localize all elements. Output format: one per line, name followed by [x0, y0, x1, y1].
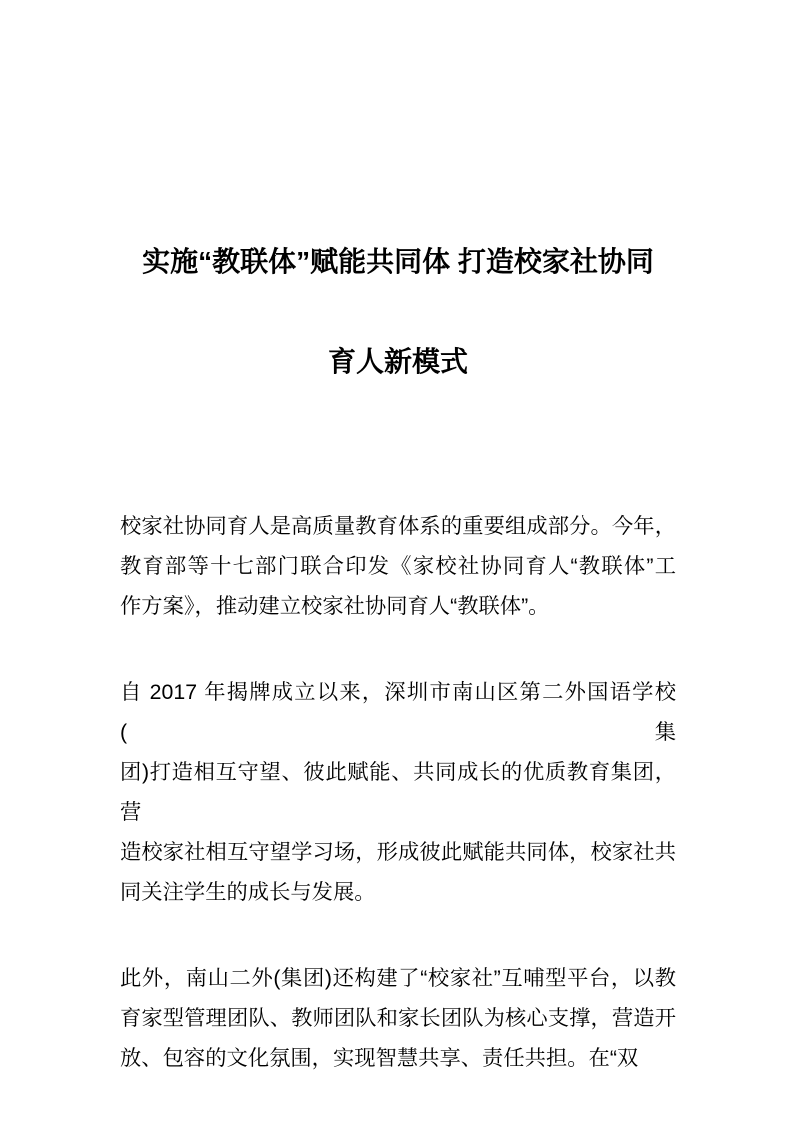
text-line: 同关注学生的成长与发展。	[120, 880, 376, 904]
text-line: 作方案》，推动建立校家社协同育人“教联体”。	[120, 594, 550, 618]
paragraph	[120, 506, 676, 626]
title-line-1: 实施“教联体”赋能共同体 打造校家社协同	[142, 246, 654, 277]
text-line: 教育部等十七部门联合印发《家校社协同育人“教联体”工	[120, 554, 676, 578]
text-line: 造校家社相互守望学习场，形成彼此赋能共同体，校家社共	[120, 840, 676, 864]
text-line: 团)打造相互守望、彼此赋能、共同成长的优质教育集团，营	[120, 760, 676, 824]
text-line: 育家型管理团队、教师团队和家长团队为核心支撑，营造开	[120, 1006, 676, 1030]
title-line-2: 育人新模式	[327, 346, 468, 377]
text-line: 自 2017 年揭牌成立以来，深圳市南山区第二外国语学校(集	[120, 680, 676, 744]
document-body	[120, 506, 676, 1078]
page-content	[120, 0, 676, 1122]
document-title	[120, 212, 676, 412]
text-line: 校家社协同育人是高质量教育体系的重要组成部分。今年，	[120, 514, 676, 538]
text-line: 放、包容的文化氛围，实现智慧共享、责任共担。在“双	[120, 1046, 639, 1070]
paragraph	[120, 958, 676, 1078]
paragraph	[120, 672, 676, 912]
text-line: 此外，南山二外(集团)还构建了“校家社”互哺型平台，以教	[120, 966, 676, 990]
